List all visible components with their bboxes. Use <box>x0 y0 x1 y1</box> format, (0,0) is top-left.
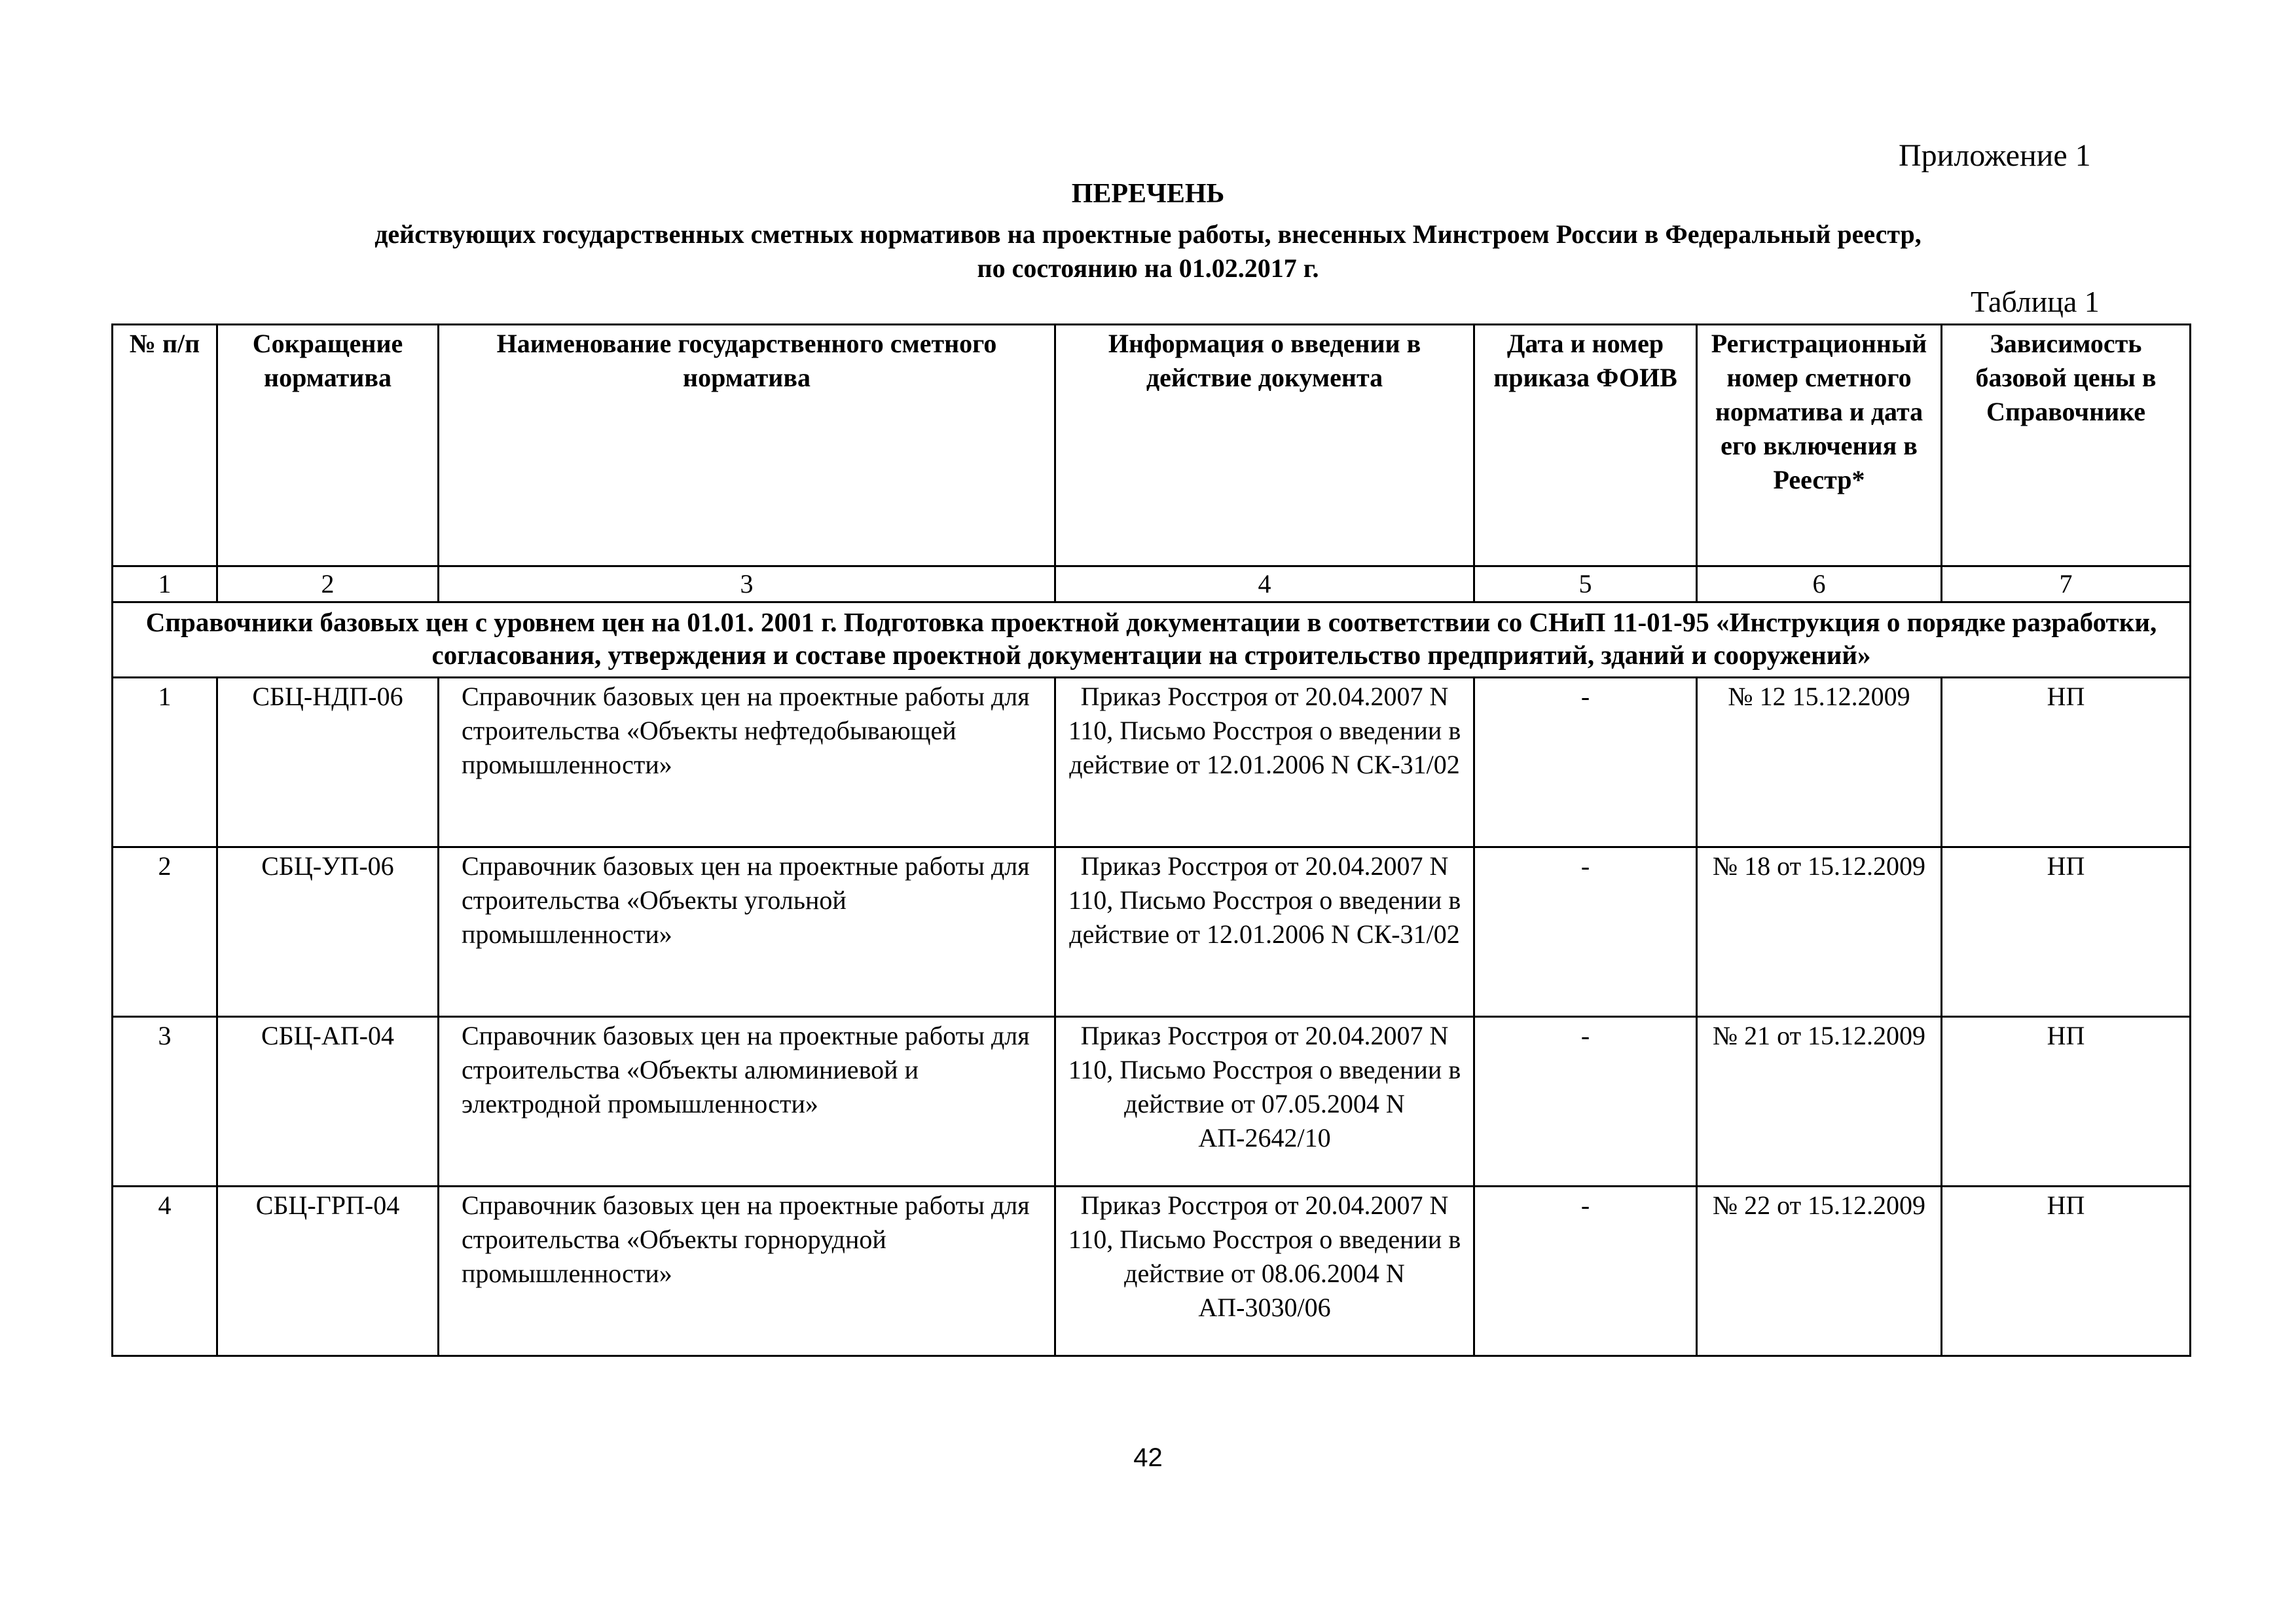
row-order: - <box>1474 678 1697 847</box>
table-row <box>113 1187 2191 1356</box>
row-code: СБЦ-АП-04 <box>217 1017 439 1187</box>
row-order: - <box>1474 847 1697 1017</box>
row-code: СБЦ-НДП-06 <box>217 678 439 847</box>
header-code: Сокращение норматива <box>217 325 439 566</box>
row-code: СБЦ-УП-06 <box>217 847 439 1017</box>
document-title: ПЕРЕЧЕНЬ <box>1071 179 1225 209</box>
document-subtitle-date: по состоянию на 01.02.2017 г. <box>977 253 1319 283</box>
row-dependency: НП <box>1942 1187 2191 1356</box>
column-number: 7 <box>1942 566 2191 602</box>
row-order: - <box>1474 1017 1697 1187</box>
table-row <box>113 847 2191 1017</box>
header-order: Дата и номер приказа ФОИВ <box>1474 325 1697 566</box>
row-info: Приказ Росстроя от 20.04.2007 N 110, Письмо Росстроя о введении в действие от 12.01.2006 N СК-31/02 <box>1055 847 1474 1017</box>
table-row <box>113 678 2191 847</box>
row-registration: № 22 от 15.12.2009 <box>1697 1187 1942 1356</box>
page-number: 42 <box>1133 1443 1163 1472</box>
row-dependency: НП <box>1942 678 2191 847</box>
row-info: Приказ Росстроя от 20.04.2007 N 110, Письмо Росстроя о введении в действие от 07.05.2004 N АП-2642/10 <box>1055 1017 1474 1187</box>
header-name: Наименование государственного сметного норматива <box>439 325 1055 566</box>
row-info: Приказ Росстроя от 20.04.2007 N 110, Письмо Росстроя о введении в действие от 12.01.2006 N СК-31/02 <box>1055 678 1474 847</box>
header-info: Информация о введении в действие документа <box>1055 325 1474 566</box>
header-num: № п/п <box>113 325 217 566</box>
column-number-row <box>113 566 2191 602</box>
column-number: 1 <box>113 566 217 602</box>
header-registration: Регистрационный номер сметного норматива и дата его включения в Реестр* <box>1697 325 1942 566</box>
table-header-row <box>113 325 2191 566</box>
row-name: Справочник базовых цен на проектные работы для строительства «Объекты алюминиевой и электродной промышленности» <box>439 1017 1055 1187</box>
section-heading: Справочники базовых цен с уровнем цен на 01.01. 2001 г. Подготовка проектной документации в соответствии со СНиП 11-01-95 «Инструкция о порядке разработки, согласования, утверждения и составе проектной документации на строительство предприятий, зданий и сооружений» <box>113 602 2191 678</box>
row-registration: № 12 15.12.2009 <box>1697 678 1942 847</box>
row-dependency: НП <box>1942 1017 2191 1187</box>
row-registration: № 21 от 15.12.2009 <box>1697 1017 1942 1187</box>
column-number: 3 <box>439 566 1055 602</box>
table-label: Таблица 1 <box>1971 285 2100 318</box>
row-info: Приказ Росстроя от 20.04.2007 N 110, Письмо Росстроя о введении в действие от 08.06.2004 N АП-3030/06 <box>1055 1187 1474 1356</box>
header-dependency: Зависимость базовой цены в Справочнике <box>1942 325 2191 566</box>
normatives-table <box>111 323 2191 1357</box>
row-name: Справочник базовых цен на проектные работы для строительства «Объекты угольной промышленности» <box>439 847 1055 1017</box>
row-dependency: НП <box>1942 847 2191 1017</box>
column-number: 4 <box>1055 566 1474 602</box>
row-number: 4 <box>113 1187 217 1356</box>
column-number: 2 <box>217 566 439 602</box>
row-order: - <box>1474 1187 1697 1356</box>
row-name: Справочник базовых цен на проектные работы для строительства «Объекты нефтедобывающей промышленности» <box>439 678 1055 847</box>
row-number: 1 <box>113 678 217 847</box>
column-number: 6 <box>1697 566 1942 602</box>
row-code: СБЦ-ГРП-04 <box>217 1187 439 1356</box>
document-subtitle: действующих государственных сметных нормативов на проектные работы, внесенных Минстроем России в Федеральный реестр, <box>374 219 1922 249</box>
table-row <box>113 1017 2191 1187</box>
row-name: Справочник базовых цен на проектные работы для строительства «Объекты горнорудной промышленности» <box>439 1187 1055 1356</box>
column-number: 5 <box>1474 566 1697 602</box>
row-number: 2 <box>113 847 217 1017</box>
row-registration: № 18 от 15.12.2009 <box>1697 847 1942 1017</box>
section-row <box>113 602 2191 678</box>
appendix-label: Приложение 1 <box>1899 138 2091 173</box>
row-number: 3 <box>113 1017 217 1187</box>
